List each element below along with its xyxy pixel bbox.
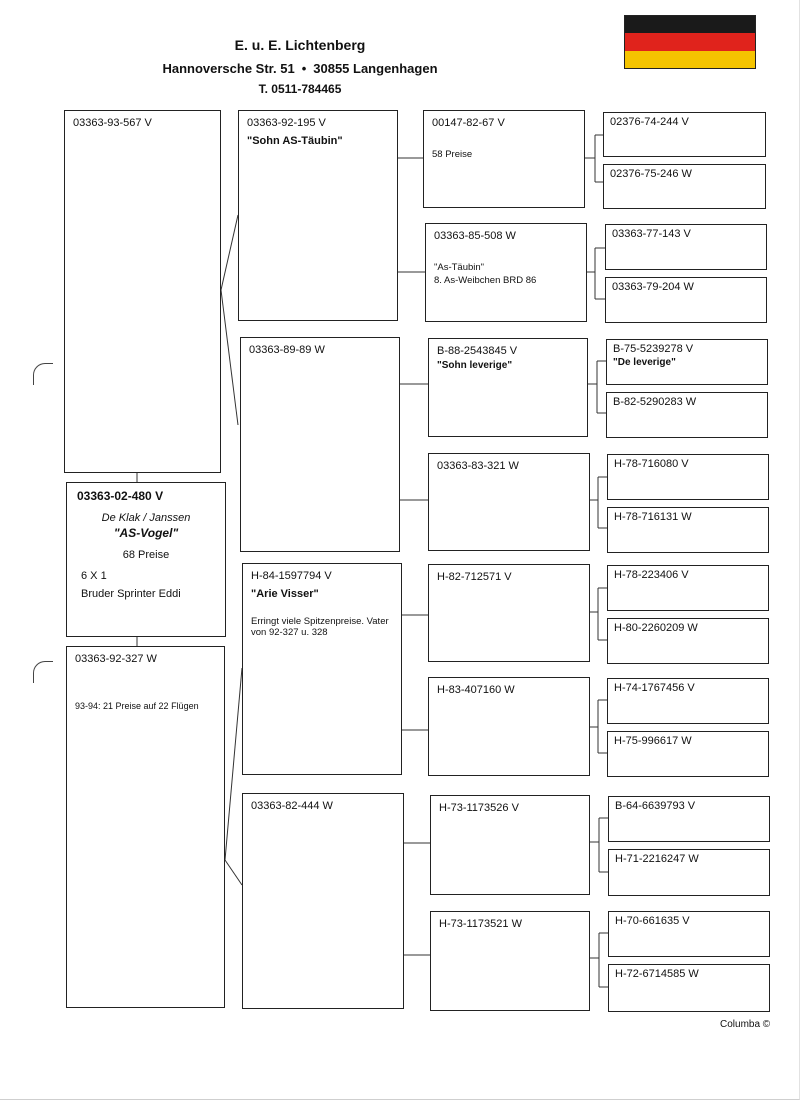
main-bird-wins: 6 X 1 (81, 569, 107, 582)
great-great-grandparent-card (607, 618, 769, 664)
main-bird-prizes: 68 Preise (122, 548, 170, 561)
ring-number: B-88-2543845 V (437, 345, 518, 357)
ring-number: 03363-83-321 W (437, 460, 519, 472)
ring-number: H-83-407160 W (437, 684, 515, 696)
great-great-grandparent-card (606, 339, 768, 385)
ring-number: H-73-1173521 W (439, 918, 522, 930)
sibling-bottom-card (66, 646, 225, 1008)
bird-info-extra: 8. As-Weibchen BRD 86 (434, 274, 537, 286)
breeder-name: E. u. E. Lichtenberg (234, 37, 366, 53)
ring-number: H-73-1173526 V (439, 802, 519, 814)
ring-number: B-75-5239278 V (613, 343, 694, 355)
breeder-phone: T. 0511-784465 (258, 82, 342, 96)
great-great-grandparent-card (607, 678, 769, 724)
breeder-address (100, 61, 500, 76)
ring-number: H-84-1597794 V (251, 570, 332, 582)
main-bird-card (66, 482, 226, 637)
ring-number: H-75-996617 W (614, 735, 692, 747)
bird-name: "Sohn leverige" (437, 359, 513, 371)
great-great-grandparent-card (608, 796, 770, 842)
ring-number: H-78-716131 W (614, 511, 692, 523)
address-separator: • (301, 61, 307, 76)
great-grandparent-card (423, 110, 585, 208)
great-great-grandparent-card (608, 911, 770, 957)
great-great-grandparent-card (607, 731, 769, 777)
ring-number: H-71-2216247 W (615, 853, 699, 865)
great-grandparent-card (428, 677, 590, 776)
flag-stripe-black (625, 16, 755, 33)
great-great-grandparent-card (605, 224, 767, 270)
punch-hole-mark (33, 661, 53, 683)
ring-number: H-72-6714585 W (615, 968, 699, 980)
flag-stripe-red (625, 33, 755, 50)
bird-info: 58 Preise (432, 148, 473, 160)
ring-number: B-64-6639793 V (615, 800, 696, 812)
bird-name: "Sohn AS-Täubin" (247, 134, 343, 147)
great-great-grandparent-card (607, 454, 769, 500)
great-great-grandparent-card (605, 277, 767, 323)
sibling-top-card (64, 110, 221, 473)
great-great-grandparent-card (608, 849, 770, 896)
ring-number: 03363-92-195 V (247, 117, 326, 129)
flag-stripe-gold (625, 51, 755, 68)
grandparent-card (242, 563, 402, 775)
ring-number: 03363-82-444 W (251, 800, 333, 812)
ring-number: H-80-2260209 W (614, 622, 698, 634)
ring-number: 03363-85-508 W (434, 230, 516, 242)
great-grandparent-card (430, 911, 590, 1011)
great-grandparent-card (428, 453, 590, 551)
ring-number: H-78-716080 V (614, 458, 689, 470)
footer-brand: Columba © (720, 1019, 771, 1030)
great-great-grandparent-card (607, 507, 769, 553)
german-flag-icon (624, 15, 756, 69)
great-grandparent-card (425, 223, 587, 322)
great-great-grandparent-card (608, 964, 770, 1012)
main-bird-ring: 03363-02-480 V (77, 489, 164, 503)
breeder-street: Hannoversche Str. 51 (162, 61, 295, 76)
great-grandparent-card (428, 338, 588, 437)
ring-number: 03363-77-143 V (612, 228, 691, 240)
bird-info: "As-Täubin" (434, 261, 485, 273)
ring-number: 02376-74-244 V (610, 116, 689, 128)
main-bird-name: "AS-Vogel" (113, 525, 179, 540)
breeder-city: 30855 Langenhagen (313, 61, 438, 76)
bird-info: 93-94: 21 Preise auf 22 Flügen (75, 700, 199, 711)
great-great-grandparent-card (603, 164, 766, 209)
ring-number: 02376-75-246 W (610, 168, 692, 180)
bird-info: Erringt viele Spitzenpreise. Vater von 92-327 u. 328 (251, 615, 389, 639)
ring-number: H-78-223406 V (614, 569, 689, 581)
great-great-grandparent-card (607, 565, 769, 611)
punch-hole-mark (33, 363, 53, 385)
ring-number: B-82-5290283 W (613, 396, 697, 408)
grandparent-card (238, 110, 398, 321)
ring-number: 03363-79-204 W (612, 281, 694, 293)
grandparent-card (242, 793, 404, 1009)
ring-number: H-74-1767456 V (614, 682, 695, 694)
great-grandparent-card (430, 795, 590, 895)
ring-number: 00147-82-67 V (432, 117, 505, 129)
bird-name: "Arie Visser" (251, 587, 319, 600)
ring-number: 03363-92-327 W (75, 653, 157, 665)
grandparent-card (240, 337, 400, 552)
ring-number: H-70-661635 V (615, 915, 690, 927)
main-bird-relation: Bruder Sprinter Eddi (81, 588, 181, 601)
ring-number: 03363-89-89 W (249, 344, 325, 356)
bird-name: "De leverige" (613, 356, 676, 368)
great-great-grandparent-card (603, 112, 766, 157)
ring-number: H-82-712571 V (437, 571, 512, 583)
great-grandparent-card (428, 564, 590, 662)
main-bird-strain: De Klak / Janssen (101, 512, 191, 524)
ring-number: 03363-93-567 V (73, 117, 152, 129)
great-great-grandparent-card (606, 392, 768, 438)
